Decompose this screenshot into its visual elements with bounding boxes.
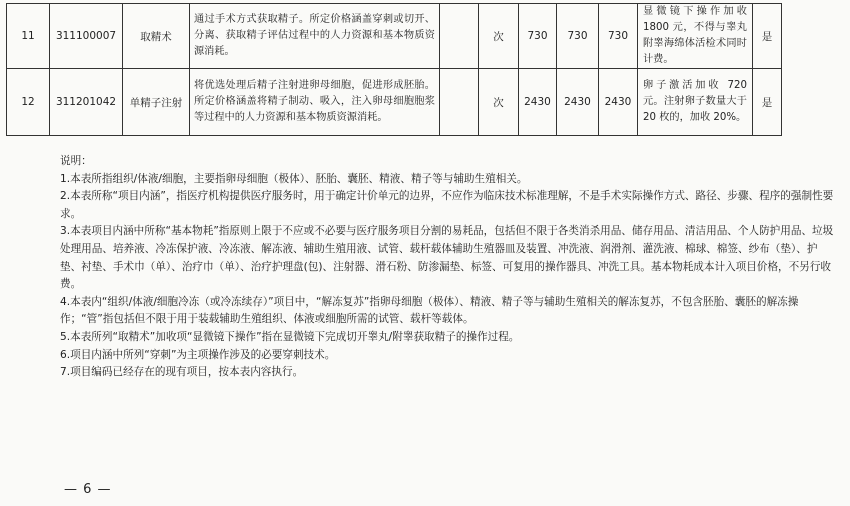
table-row [7,4,782,69]
note-item-4: 4.本表内“组织/体液/细胞冷冻（或冷冻续存）”项目中，“解冻复苏”指卵母细胞（极体）、精液、精子等与辅助生殖相关的解冻复苏，不包含胚胎、囊胚的解冻操作；“管”指包括但不限于用于装载辅助生殖组织、体液或细胞所需的试管、载杆等载体。 [60,295,799,326]
project-code: 311100007 [50,4,123,69]
notes-title: 说明： [60,155,92,167]
row-index: 11 [7,4,50,69]
note-item-6: 6.项目内涵中所列“穿刺”为主项操作涉及的必要穿刺技术。 [60,348,336,361]
project-name: 单精子注射 [123,69,190,136]
page-number: — 6 — [64,482,112,497]
price-tier-3: 730 [599,4,638,69]
project-code: 311201042 [50,69,123,136]
price-tier-2: 730 [557,4,599,69]
note-item-5: 5.本表所列“取精术”加收项“显微镜下操作”指在显微镜下完成切开睾丸/附睾获取精子的操作过程。 [60,330,520,343]
fee-table [6,3,782,136]
note-item-2: 2.本表所称“项目内涵”，指医疗机构提供医疗服务时，用于确定计价单元的边界，不应作为临床技术标准理解，不是手术实际操作方式、路径、步骤、程序的强制性要求。 [60,190,834,220]
project-content: 通过手术方式获取精子。所定价格涵盖穿刺或切开、分离、获取精子评估过程中的人力资源和基本物质资源消耗。 [190,4,440,69]
pricing-unit: 次 [479,69,519,136]
empty-cell [440,4,479,69]
note-item-1: 1.本表所指组织/体液/细胞，主要指卵母细胞（极体）、胚胎、囊胚、精液、精子等与辅助生殖相关。 [60,172,528,185]
price-tier-3: 2430 [599,69,638,136]
price-tier-2: 2430 [557,69,599,136]
price-tier-1: 2430 [519,69,557,136]
empty-cell [440,69,479,136]
note-item-3: 3.本表项目内涵中所称“基本物耗”指原则上限于不应或不必要与医疗服务项目分割的易耗品，包括但不限于各类消杀用品、储存用品、清洁用品、个人防护用品、垃圾处理用品、培养液、冷冻保护液、冷冻液、解冻液、辅助生殖用液、试管、载杆载体辅助生殖器皿及装置、冲洗液、润滑剂、灌洗液、棉球、棉签、纱布（垫）、护垫、衬垫、手术巾（单）、治疗巾（单）、治疗护理盘(包)、注射器、滑石粉、防渗漏垫、标签、可复用的操作器具、冲洗工具。基本物耗成本计入项目价格，不另行收费。 [60,225,834,291]
pricing-unit: 次 [479,4,519,69]
flag-cell: 是 [753,4,782,69]
flag-cell: 是 [753,69,782,136]
project-note: 卵子激活加收 720 元。注射卵子数量大于 20 枚的，加收 20%。 [638,69,753,136]
notes-section [60,153,838,382]
row-index: 12 [7,69,50,136]
project-note: 显微镜下操作加收 1800 元，不得与睾丸附睾海绵体活检术同时计费。 [638,4,753,69]
table-row [7,69,782,136]
project-name: 取精术 [123,4,190,69]
note-item-7: 7.项目编码已经存在的现有项目，按本表内容执行。 [60,366,304,379]
price-tier-1: 730 [519,4,557,69]
project-content: 将优选处理后精子注射进卵母细胞，促进形成胚胎。所定价格涵盖将精子制动、吸入，注入卵母细胞胞浆等过程中的人力资源和基本物质资源消耗。 [190,69,440,136]
